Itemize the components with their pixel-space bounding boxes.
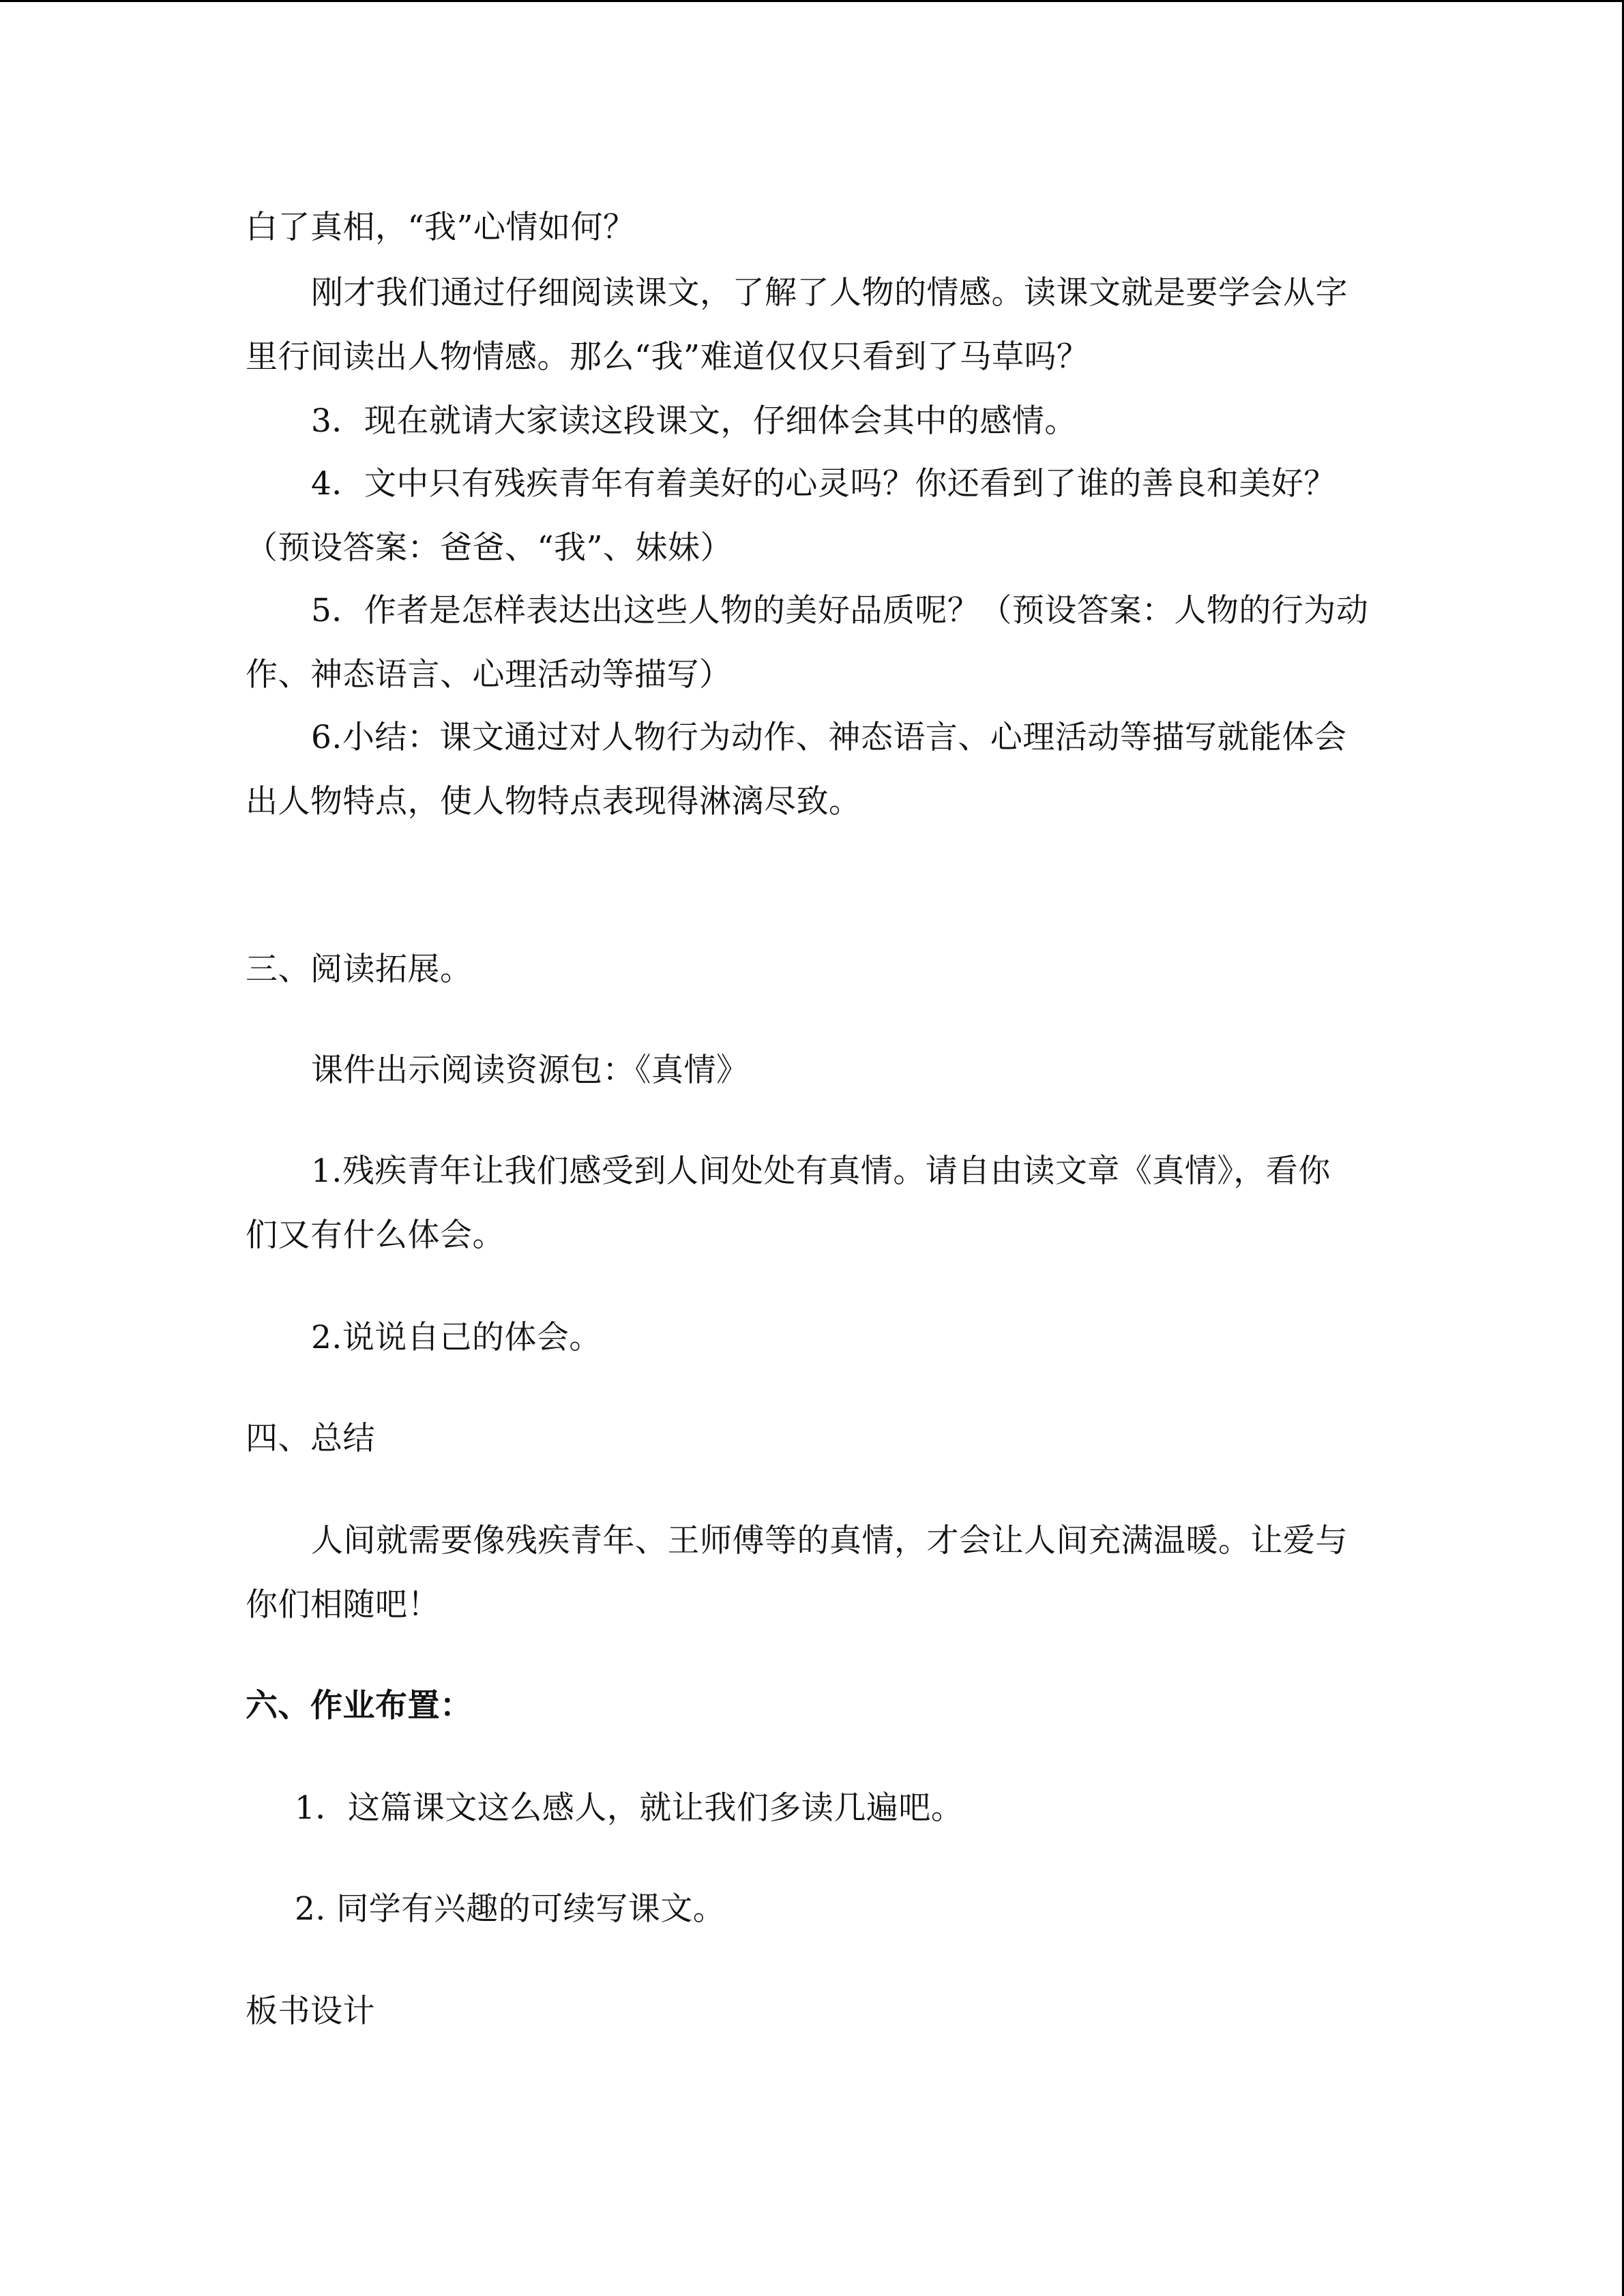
section-heading: 板书设计 bbox=[246, 1993, 375, 2030]
list-item: 6.小结：课文通过对人物行为动作、神态语言、心理活动等描写就能体会 bbox=[311, 719, 1347, 756]
list-item: 2. 同学有兴趣的可续写课文。 bbox=[295, 1890, 726, 1928]
page-top-border bbox=[0, 0, 1624, 2]
paragraph-line: 刚才我们通过仔细阅读课文，了解了人物的情感。读课文就是要学会从字 bbox=[311, 274, 1348, 312]
section-heading: 三、阅读拓展。 bbox=[246, 951, 473, 988]
list-item: 2.说说自己的体会。 bbox=[311, 1319, 602, 1356]
list-item: 5．作者是怎样表达出这些人物的美好品质呢？（预设答案：人物的行为动 bbox=[311, 592, 1369, 629]
list-item: 1.残疾青年让我们感受到人间处处有真情。请自由读文章《真情》，看你 bbox=[311, 1152, 1331, 1190]
paragraph-line: 课件出示阅读资源包：《真情》 bbox=[311, 1052, 749, 1089]
paragraph-line: 白了真相，“我”心情如何？ bbox=[246, 209, 636, 246]
paragraph-line: 里行间读出人物情感。那么“我”难道仅仅只看到了马草吗？ bbox=[246, 338, 1089, 376]
section-heading: 四、总结 bbox=[246, 1420, 375, 1457]
list-item: 4．文中只有残疾青年有着美好的心灵吗？你还看到了谁的善良和美好？ bbox=[311, 465, 1336, 503]
paragraph-line: 你们相随吧！ bbox=[246, 1586, 440, 1624]
list-item: 1．这篇课文这么感人，就让我们多读几遍吧。 bbox=[295, 1789, 964, 1827]
paragraph-line: 人间就需要像残疾青年、王师傅等的真情，才会让人间充满温暖。让爱与 bbox=[311, 1522, 1348, 1560]
paragraph-line: （预设答案：爸爸、“我”、妹妹） bbox=[246, 529, 733, 567]
paragraph-line: 作、神态语言、心理活动等描写） bbox=[246, 656, 732, 694]
section-heading: 六、作业布置： bbox=[246, 1687, 473, 1725]
paragraph-line: 出人物特点，使人物特点表现得淋漓尽致。 bbox=[246, 783, 861, 820]
paragraph-line: 们又有什么体会。 bbox=[246, 1217, 505, 1254]
list-item: 3．现在就请大家读这段课文，仔细体会其中的感情。 bbox=[311, 402, 1077, 440]
